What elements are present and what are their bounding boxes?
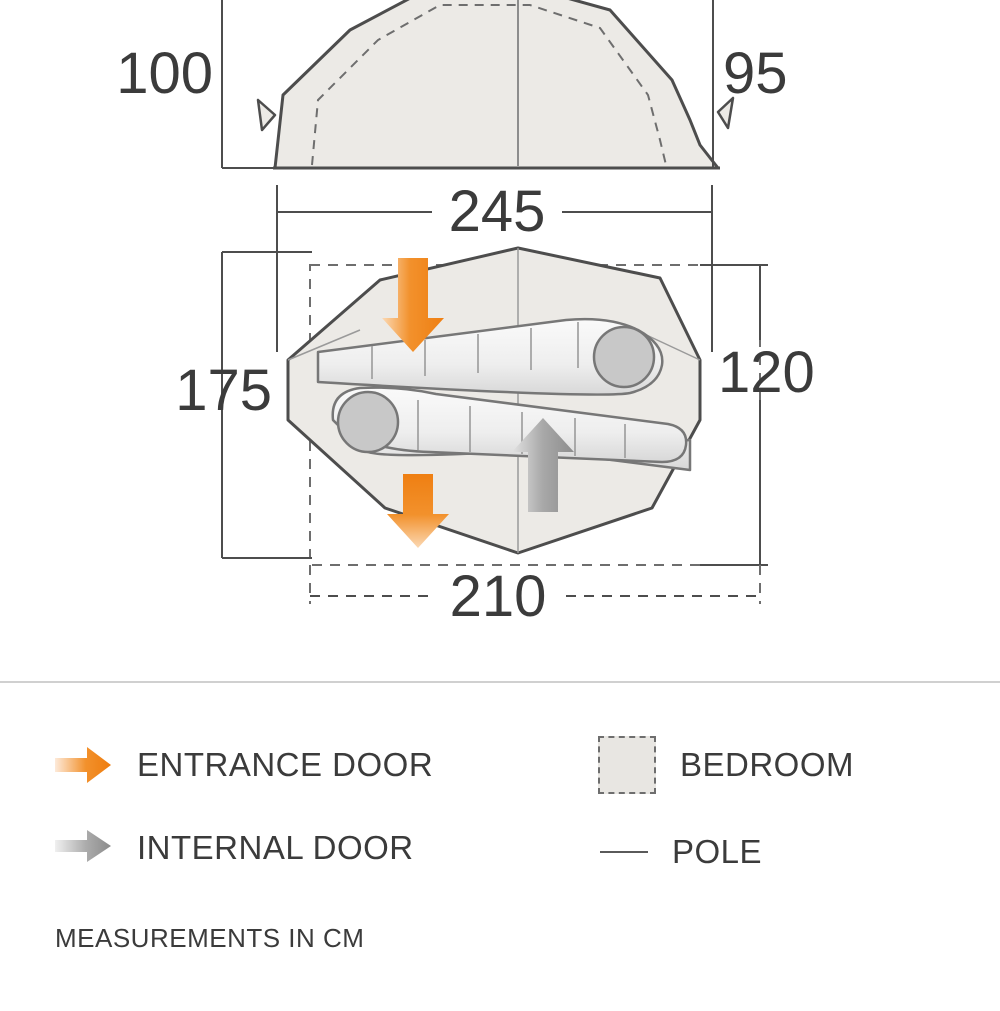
plan-right-dimension-label: 120 (718, 340, 815, 405)
line-icon (600, 851, 648, 853)
legend-item-bedroom (598, 736, 854, 794)
legend (0, 683, 1000, 1011)
elevation-right-dimension: 95 (723, 41, 788, 106)
legend-label-pole: POLE (672, 833, 763, 870)
plan-view (175, 248, 815, 629)
legend-item-internal-door (55, 828, 414, 868)
plan-left-dimension-label: 175 (175, 358, 272, 423)
plan-bottom-dimension-label: 210 (449, 564, 547, 629)
measurement-units-note (55, 923, 364, 954)
legend-label-internal-door: INTERNAL DOOR (137, 829, 414, 866)
legend-label-bedroom: BEDROOM (680, 746, 855, 783)
orange-arrow-icon (55, 745, 111, 785)
grey-arrow-icon (55, 828, 111, 868)
elevation-view (116, 0, 787, 168)
legend-label-entrance-door: ENTRANCE DOOR (137, 746, 434, 783)
dashed-square-icon (598, 736, 656, 794)
legend-item-entrance-door (55, 745, 433, 785)
measurement-units-text: MEASUREMENTS IN CM (55, 923, 365, 953)
plan-top-dimension-label: 245 (448, 179, 546, 244)
legend-item-pole (600, 833, 762, 871)
elevation-left-dimension: 100 (116, 41, 213, 106)
